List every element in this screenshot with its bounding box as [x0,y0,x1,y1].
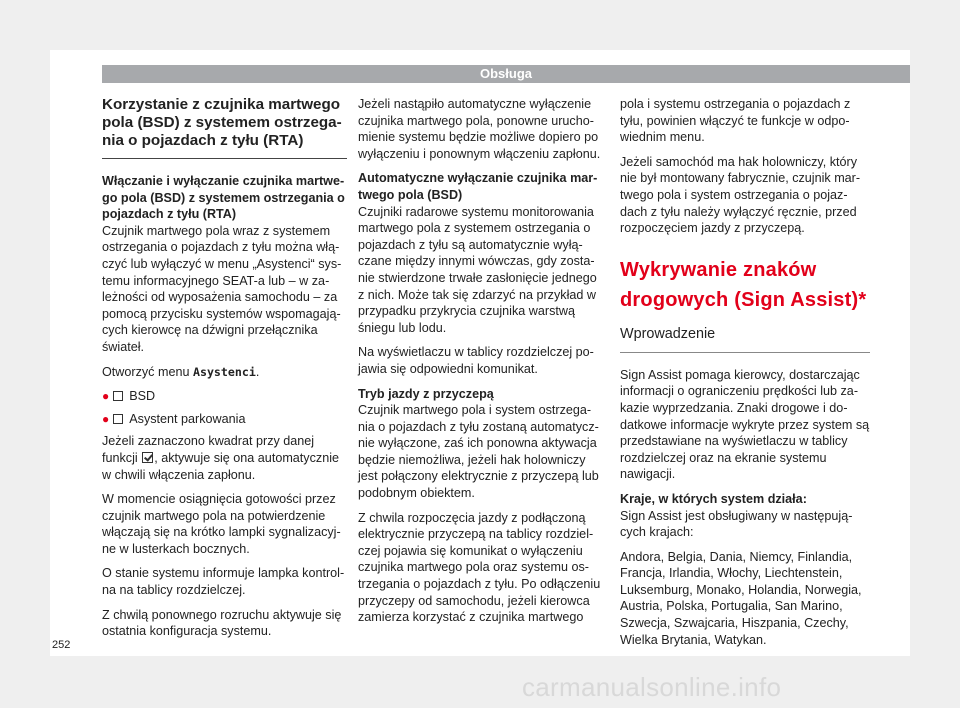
menu-name: Asystenci [192,364,256,379]
paragraph: Na wyświetlaczu w tablicy rozdzielczej pojawia się odpowiedni komunikat. [358,345,594,376]
paragraph: Czujnik martwego pola wraz z systemem ostrzegania o pojazdach z tyłu można włączyć lub wyłączyć w menu „Asystenci“ systemu informacyjnego SEAT-a lub – w zależności od wyposażenia samochodu – za pomocą przycisku systemów wspomagających kierowcę na dźwigni przełącznika świateł. [102,223,342,354]
paragraph: pola i systemu ostrzegania o pojazdach z tyłu, powinien włączyć te funkcje w odpowiednim menu. [620,97,851,145]
paragraph-menu: Otworzyć menu Asystenci. [102,364,260,379]
chapter-title: Wykrywanie znaków drogowych (Sign Assist)* [620,258,867,311]
subsection-title: Wprowadzenie [620,325,870,353]
paragraph: Jeżeli samochód ma hak holowniczy, który nie był montowany fabrycznie, czujnik martwego pola i system ostrzegania o pojazdach z tyłu należy wyłączyć ręcznie, przed rozpoczęciem jazdy z przyczepą. [620,154,861,236]
heading-auto-off: Automatyczne wyłączanie czujnika martwego pola (BSD) [358,171,598,202]
paragraph: Sign Assist pomaga kierowcy, dostarczając informacji o ograniczeniu prędkości lub zakazie wyprzedzania. Znaki drogowe i dodatkowe informacje wykryte przez system są przedstawiane na wyświetlaczu w tablicy rozdzielczej oraz na ekranie systemu nawigacji. [620,367,870,482]
column-left [102,96,347,648]
paragraph: W momencie osiągnięcia gotowości przez czujnik martwego pola na potwierdzenie włączają się na krótko lampki sygnalizacyjne w lusterkach bocznych. [102,492,341,556]
section-title: Korzystanie z czujnika martwego pola (BSD) z systemem ostrzegania o pojazdach z tyłu (RTA) [102,96,347,159]
bullet-icon: ● [102,389,110,404]
bullet-icon: ● [102,411,110,426]
page-number: 252 [52,639,71,651]
manual-page [50,50,910,656]
watermark: carmanualsonline.info [522,672,782,702]
paragraph: Jeżeli nastąpiło automatyczne wyłączenie czujnika martwego pola, ponowne uruchomienie systemu będzie możliwe dopiero po wyłączeniu i ponownym włączeniu zapłonu. [358,97,601,161]
checked-box-icon [142,452,153,463]
heading-countries: Kraje, w których system działa: [620,491,807,506]
column-middle [358,96,603,634]
paragraph: Z chwila rozpoczęcia jazdy z podłączoną elektrycznie przyczepą na tablicy rozdzielczej pojawia się komunikat o wyłączeniu czujnika martwego pola oraz systemu ostrzegania o pojazdach z tyłu. Po odłączeniu przyczepy od samochodu, jeżeli kierowca zamierza korzystać z czujnika martwego [358,510,601,625]
list-item: ● BSD [102,389,156,404]
paragraph: Czujnik martwego pola i system ostrzegania o pojazdach z tyłu zostaną automatycznie wyłączone, zaś ich ponowna aktywacja będzie niemożliwa, jeżeli hak holowniczy jest połączony elektrycznie z przyczepą lub podobnym obiektem. [358,403,599,501]
column-right [620,96,870,656]
paragraph: Czujniki radarowe systemu monitorowania martwego pola z systemem ostrzegania o pojazdach z tyłu są automatycznie wyłączane między innymi wówczas, gdy zostanie stwierdzone trwałe zasłonięcie jednego z nich. Może tak się zdarzyć na przykład w przypadku przykrycia czujnika warstwą śniegu lub lodu. [358,204,597,335]
heading-trailer: Tryb jazdy z przyczepą [358,386,494,401]
checkbox-icon [113,391,123,401]
paragraph: Jeżeli zaznaczono kwadrat przy danej funkcji , aktywuje się ona automatycznie w chwili włączenia zapłonu. [102,434,340,482]
paragraph: O stanie systemu informuje lampka kontrolna na tablicy rozdzielczej. [102,566,345,598]
heading-toggle: Włączanie i wyłączanie czujnika martwego pola (BSD) z systemem ostrzegania o pojazdach z tyłu (RTA) [102,174,345,222]
paragraph: Z chwilą ponownego rozruchu aktywuje się ostatnia konfiguracja systemu. [102,607,342,639]
list-item: ● Asystent parkowania [102,411,246,426]
paragraph: Sign Assist jest obsługiwany w następujących krajach: [620,508,853,540]
paragraph: Andora, Belgia, Dania, Niemcy, Finlandia, Francja, Irlandia, Włochy, Liechtenstein, Luksemburg, Monako, Holandia, Norwegia, Austria, Polska, Portugalia, San Marino, Szwecja, Szwajcaria, Hiszpania, Czechy, Wielka Brytania, Watykan. [620,549,862,647]
checkbox-icon [113,414,123,424]
chapter-header: Obsługa [102,65,910,83]
